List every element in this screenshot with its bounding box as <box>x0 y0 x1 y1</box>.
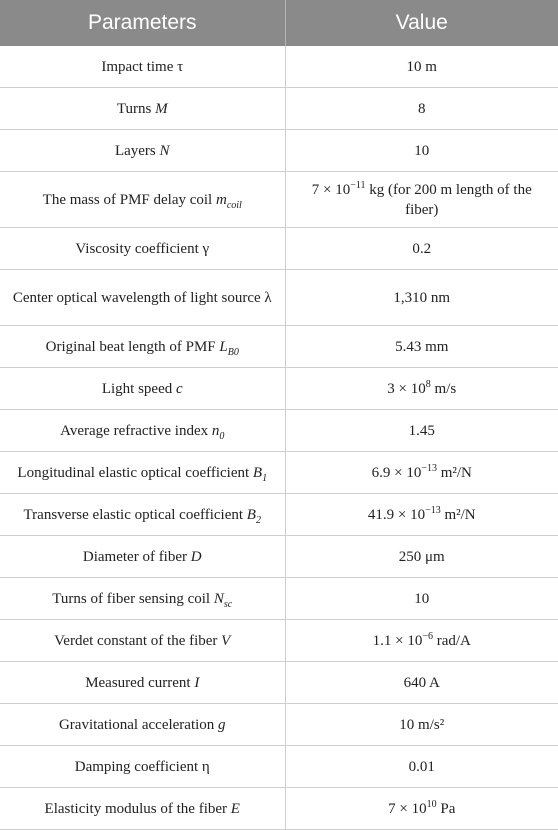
value-text: 1,310 nm <box>393 289 451 306</box>
value-exponent: −13 <box>421 462 437 474</box>
table-row <box>0 410 558 452</box>
value-text: 10 <box>414 590 430 607</box>
value-text: 10 <box>414 142 430 159</box>
value-text: 250 μm <box>398 548 445 565</box>
parameter-text: Viscosity coefficient γ <box>75 240 210 257</box>
value-exponent: 8 <box>425 378 431 390</box>
parameter-cell <box>0 228 285 270</box>
parameter-subscript: B0 <box>227 346 239 358</box>
value-cell <box>285 368 558 410</box>
parameter-cell <box>0 46 285 88</box>
table-row <box>0 228 558 270</box>
table-row <box>0 326 558 368</box>
value-text: 0.01 <box>408 758 435 775</box>
parameter-symbol: B <box>252 464 263 481</box>
table-row <box>0 788 558 830</box>
parameter-text: Damping coefficient η <box>74 758 210 775</box>
parameter-symbol: n <box>211 422 220 439</box>
value-cell <box>285 46 558 88</box>
header-value: Value <box>285 0 558 46</box>
parameter-text: Average refractive index <box>60 422 212 439</box>
table-row <box>0 494 558 536</box>
parameter-cell <box>0 620 285 662</box>
parameter-symbol: c <box>175 380 183 397</box>
parameter-text: Turns <box>116 100 156 117</box>
table-row <box>0 88 558 130</box>
parameter-symbol: B <box>246 506 256 523</box>
value-cell <box>285 326 558 368</box>
table-row <box>0 368 558 410</box>
parameter-cell <box>0 494 285 536</box>
parameter-cell <box>0 410 285 452</box>
value-unit: rad/A <box>432 632 471 649</box>
parameter-text: The mass of PMF delay coil <box>42 191 216 208</box>
parameter-cell <box>0 662 285 704</box>
value-cell <box>285 536 558 578</box>
parameter-text: Center optical wavelength of light source λ <box>12 289 272 306</box>
parameter-text: Original beat length of PMF <box>45 338 220 355</box>
value-text: 10 m <box>406 58 437 75</box>
value-text: 7 × 10 <box>311 181 351 198</box>
parameter-symbol: N <box>213 590 224 607</box>
value-cell <box>285 88 558 130</box>
value-text: 7 × 10 <box>388 800 427 817</box>
table-row <box>0 746 558 788</box>
parameter-cell <box>0 88 285 130</box>
parameter-text: Layers <box>114 142 160 159</box>
parameter-cell <box>0 746 285 788</box>
value-text: 3 × 10 <box>387 380 426 397</box>
parameter-text: Transverse elastic optical coefficient <box>23 506 247 523</box>
parameter-symbol: m <box>215 191 227 208</box>
table-row <box>0 536 558 578</box>
parameter-text: Diameter of fiber <box>82 548 191 565</box>
table-row <box>0 662 558 704</box>
value-unit: Pa <box>436 800 456 817</box>
table-row <box>0 452 558 494</box>
value-unit: kg (for 200 m length of the fiber) <box>365 181 532 218</box>
value-unit: m/s <box>430 380 457 397</box>
value-cell <box>285 172 558 228</box>
parameter-symbol: I <box>194 674 200 691</box>
header-row <box>0 0 558 46</box>
parameter-subscript: sc <box>223 598 233 610</box>
parameter-cell <box>0 788 285 830</box>
parameter-text: Verdet constant of the fiber <box>54 632 222 649</box>
header-parameters: Parameters <box>0 0 285 46</box>
table-row <box>0 172 558 228</box>
parameter-text: Longitudinal elastic optical coefficient <box>17 464 253 481</box>
parameter-text: Measured current <box>85 674 195 691</box>
table-row <box>0 270 558 326</box>
value-cell <box>285 410 558 452</box>
parameter-symbol: g <box>218 716 226 733</box>
value-text: 10 m/s² <box>399 716 445 733</box>
parameter-cell <box>0 704 285 746</box>
parameter-subscript: 1 <box>262 472 268 484</box>
value-text: 41.9 × 10 <box>367 506 426 523</box>
value-exponent: −13 <box>425 504 441 516</box>
parameter-cell <box>0 452 285 494</box>
value-cell <box>285 130 558 172</box>
value-exponent: 10 <box>426 798 437 810</box>
value-cell <box>285 578 558 620</box>
table-row <box>0 578 558 620</box>
value-exponent: −6 <box>422 630 433 642</box>
parameter-text: Light speed <box>101 380 176 397</box>
parameter-symbol: E <box>230 800 240 817</box>
value-cell <box>285 620 558 662</box>
parameter-subscript: 0 <box>219 430 225 442</box>
value-exponent: −11 <box>350 179 366 191</box>
table-row <box>0 130 558 172</box>
value-cell <box>285 494 558 536</box>
parameter-cell <box>0 130 285 172</box>
value-cell <box>285 270 558 326</box>
parameter-symbol: N <box>159 142 170 159</box>
parameter-subscript: 2 <box>255 514 261 526</box>
value-text: 6.9 × 10 <box>371 464 422 481</box>
parameter-cell <box>0 172 285 228</box>
value-cell <box>285 746 558 788</box>
parameter-subscript: coil <box>226 199 242 211</box>
table-row <box>0 620 558 662</box>
value-unit: m²/N <box>436 464 472 481</box>
value-cell <box>285 788 558 830</box>
parameter-text: Turns of fiber sensing coil <box>52 590 214 607</box>
value-text: 5.43 mm <box>395 338 449 355</box>
parameter-text: Impact time τ <box>101 58 184 75</box>
value-text: 1.1 × 10 <box>372 632 423 649</box>
value-text: 0.2 <box>412 240 432 257</box>
value-text: 8 <box>418 100 426 117</box>
value-unit: m²/N <box>440 506 476 523</box>
parameter-cell <box>0 368 285 410</box>
table-body <box>0 46 558 830</box>
parameter-cell <box>0 578 285 620</box>
table-header <box>0 0 558 46</box>
parameter-cell <box>0 326 285 368</box>
parameter-symbol: V <box>221 632 231 649</box>
value-cell <box>285 452 558 494</box>
value-cell <box>285 662 558 704</box>
value-cell <box>285 228 558 270</box>
parameter-text: Gravitational acceleration <box>58 716 219 733</box>
value-text: 1.45 <box>408 422 435 439</box>
parameter-text: Elasticity modulus of the fiber <box>44 800 231 817</box>
parameter-symbol: L <box>219 338 228 355</box>
parameter-cell <box>0 536 285 578</box>
value-text: 640 A <box>403 674 440 691</box>
parameter-symbol: D <box>190 548 202 565</box>
table-row <box>0 46 558 88</box>
parameter-cell <box>0 270 285 326</box>
table-row <box>0 704 558 746</box>
parameter-symbol: M <box>155 100 168 117</box>
value-cell <box>285 704 558 746</box>
